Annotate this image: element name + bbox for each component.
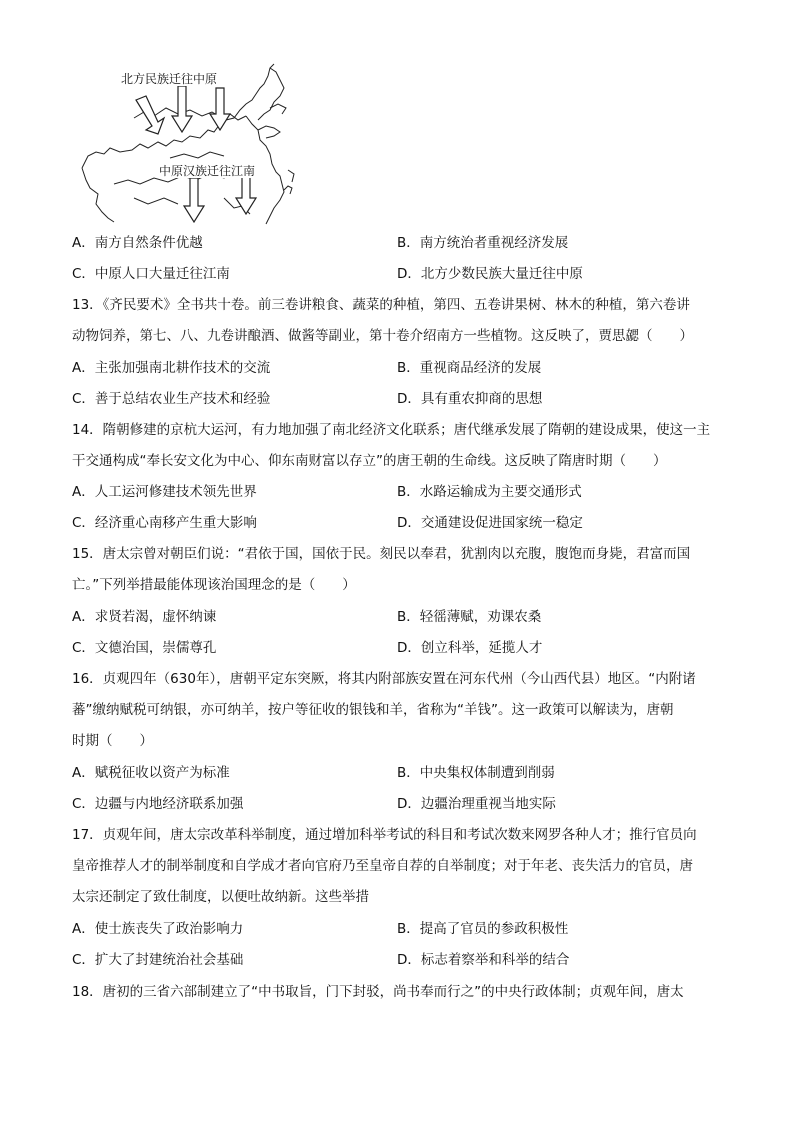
q14-option-b: B．水路运输成为主要交通形式 <box>397 484 582 500</box>
q18-stem-line-1: 18．唐初的三省六部制建立了“中书取旨，门下封驳，尚书奉而行之”的中央行政体制；贞观年间，唐太 <box>72 984 684 1000</box>
q17-stem-line-2: 皇帝推荐人才的制举制度和自学成才者向官府乃至皇帝自荐的自举制度；对于年老、丧失活力的官员，唐 <box>72 858 693 874</box>
map-label-north-migration: 北方民族迁往中原 <box>121 72 218 86</box>
migration-map <box>74 58 300 226</box>
q14-option-c: C．经济重心南移产生重大影响 <box>72 515 257 531</box>
q17-stem-line-3: 太宗还制定了致仕制度，以便吐故纳新。这些举措 <box>72 889 369 905</box>
q14-stem-line-1: 14．隋朝修建的京杭大运河，有力地加强了南北经济文化联系；唐代继承发展了隋朝的建设成果，使这一主 <box>72 422 711 438</box>
q17-option-a: A．使士族丧失了政治影响力 <box>72 921 244 937</box>
q16-option-a: A．赋税征收以资产为标准 <box>72 765 230 781</box>
q16-stem-line-3: 时期（ ） <box>72 733 153 749</box>
q17-option-b: B．提高了官员的参政积极性 <box>397 921 569 937</box>
q15-option-b: B．轻徭薄赋，劝课农桑 <box>397 609 542 625</box>
q14-option-d: D．交通建设促进国家统一稳定 <box>397 515 583 531</box>
q16-option-b: B．中央集权体制遭到削弱 <box>397 765 555 781</box>
q15-option-c: C．文德治国，崇儒尊孔 <box>72 640 217 656</box>
q16-stem-line-1: 16．贞观四年（630年），唐朝平定东突厥，将其内附部族安置在河东代州（今山西代县）地区。“内附诸 <box>72 671 696 687</box>
q17-stem-line-1: 17．贞观年间，唐太宗改革科举制度，通过增加科举考试的科目和考试次数来网罗各种人才；推行官员向 <box>72 827 697 843</box>
q17-option-c: C．扩大了封建统治社会基础 <box>72 952 244 968</box>
q14-stem-line-2: 干交通构成“奉长安文化为中心、仰东南财富以存立”的唐王朝的生命线。这反映了隋唐时期（ ） <box>72 453 667 469</box>
q16-option-d: D．边疆治理重视当地实际 <box>397 796 556 812</box>
q13-option-a: A．主张加强南北耕作技术的交流 <box>72 360 271 376</box>
q12-option-c: C．中原人口大量迁往江南 <box>72 266 230 282</box>
q15-stem-line-2: 亡。”下列举措最能体现该治国理念的是（ ） <box>72 577 356 593</box>
q12-option-d: D．北方少数民族大量迁往中原 <box>397 266 583 282</box>
q15-option-a: A．求贤若渴，虚怀纳谏 <box>72 609 217 625</box>
q13-option-d: D．具有重农抑商的思想 <box>397 391 543 407</box>
q13-stem-line-2: 动物饲养，第七、八、九卷讲酿酒、做酱等副业，第十卷介绍南方一些植物。这反映了，贾思勰（ ） <box>72 328 693 344</box>
q12-option-a: A．南方自然条件优越 <box>72 235 203 251</box>
q13-option-b: B．重视商品经济的发展 <box>397 360 542 376</box>
q16-stem-line-2: 蕃”缴纳赋税可纳银，亦可纳羊，按户等征收的银钱和羊，省称为“羊钱”。这一政策可以解读为，唐朝 <box>72 702 674 718</box>
q13-stem-line-1: 13．《齐民要术》全书共十卷。前三卷讲粮食、蔬菜的种植，第四、五卷讲果树、林木的种植，第六卷讲 <box>72 297 690 313</box>
q16-option-c: C．边疆与内地经济联系加强 <box>72 796 244 812</box>
q15-stem-line-1: 15．唐太宗曾对朝臣们说：“君依于国，国依于民。刻民以奉君，犹割肉以充腹，腹饱而身毙，君富而国 <box>72 546 691 562</box>
q12-option-b: B．南方统治者重视经济发展 <box>397 235 569 251</box>
q17-option-d: D．标志着察举和科举的结合 <box>397 952 570 968</box>
q13-option-c: C．善于总结农业生产技术和经验 <box>72 391 271 407</box>
map-label-south-migration: 中原汉族迁往江南 <box>159 164 256 178</box>
q14-option-a: A．人工运河修建技术领先世界 <box>72 484 257 500</box>
q15-option-d: D．创立科举，延揽人才 <box>397 640 543 656</box>
